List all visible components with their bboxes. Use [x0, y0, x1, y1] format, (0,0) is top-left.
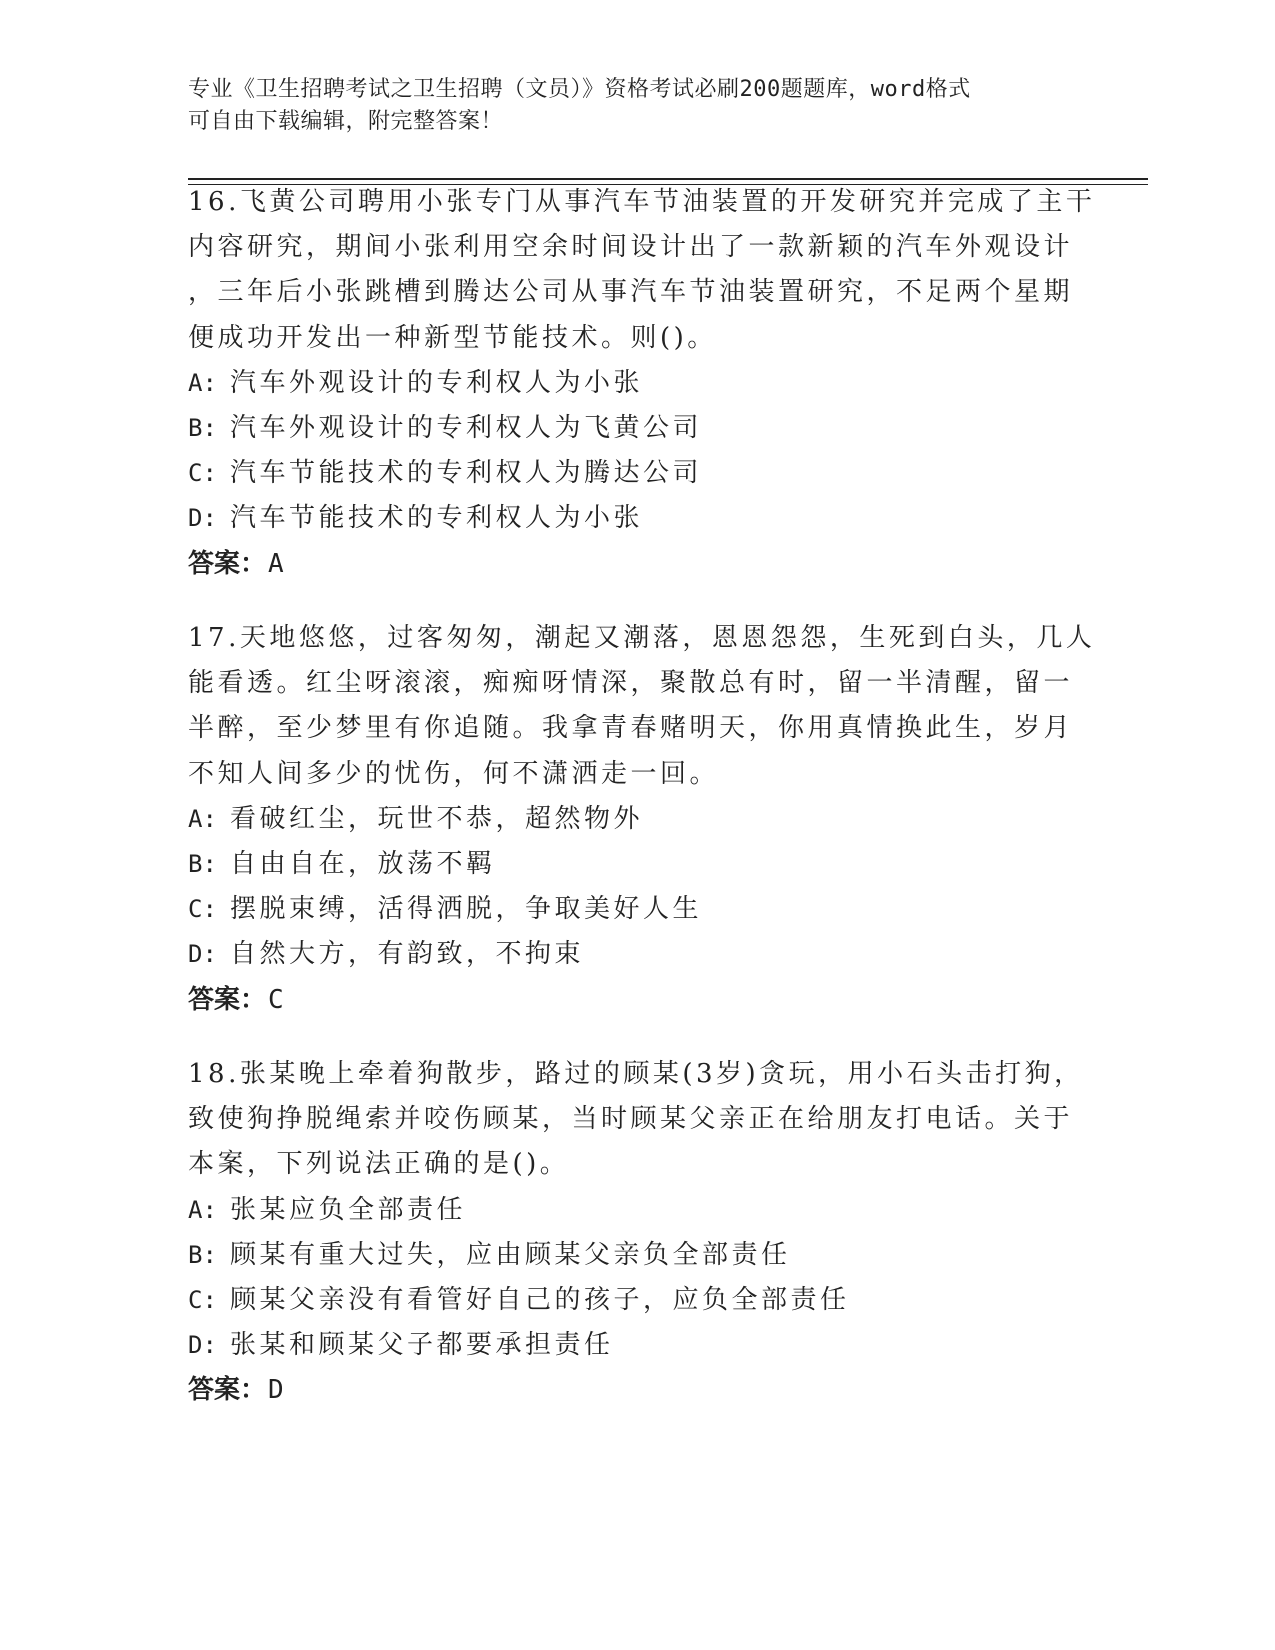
option-text: 汽车节能技术的专利权人为腾达公司	[230, 458, 703, 489]
answer-line	[188, 1368, 1088, 1413]
question-stem-line: 16.飞黄公司聘用小张专门从事汽车节油装置的开发研究并完成了主干	[188, 187, 1096, 217]
question-stem-line: 便成功开发出一种新型节能技术。则()。	[188, 322, 717, 353]
answer-label: 答案：	[188, 548, 267, 579]
option-text: 张某应负全部责任	[230, 1194, 467, 1225]
option-key: B:	[188, 1240, 217, 1269]
header-title-line-2: 可自由下载编辑，附完整答案！	[188, 109, 504, 134]
option-text: 张某和顾某父子都要承担责任	[230, 1330, 614, 1361]
option-c	[188, 1278, 1088, 1323]
option-key: D:	[188, 940, 217, 969]
option-c	[188, 887, 1088, 932]
question-stem-line: 致使狗挣脱绳索并咬伤顾某，当时顾某父亲正在给朋友打电话。关于	[188, 1104, 1074, 1135]
option-text: 顾某有重大过失，应由顾某父亲负全部责任	[230, 1239, 791, 1270]
question-stem-line: 半醉，至少梦里有你追随。我拿青春赌明天，你用真情换此生，岁月	[188, 713, 1074, 744]
option-a	[188, 361, 1088, 406]
option-text: 自由自在，放荡不羁	[230, 849, 496, 879]
option-key: C:	[188, 1285, 217, 1314]
question-17	[188, 616, 1096, 1023]
answer-value: A	[268, 548, 284, 579]
question-stem-line: ，三年后小张跳槽到腾达公司从事汽车节油装置研究，不足两个星期	[188, 277, 1074, 308]
question-18	[188, 1052, 1088, 1414]
option-a	[188, 1188, 1088, 1233]
option-key: A:	[188, 804, 217, 833]
question-stem-line: 能看透。红尘呀滚滚，痴痴呀情深，聚散总有时，留一半清醒，留一	[188, 668, 1074, 699]
option-a	[188, 797, 1088, 842]
option-d	[188, 1323, 1088, 1368]
answer-label: 答案：	[188, 1375, 267, 1406]
option-key: D:	[188, 1331, 217, 1360]
answer-value: C	[268, 984, 284, 1015]
header-title-line-1: 专业《卫生招聘考试之卫生招聘（文员）》资格考试必刷200题题库，word格式	[188, 77, 971, 102]
answer-value: D	[268, 1375, 284, 1406]
option-d	[188, 932, 1088, 977]
question-stem-line: 不知人间多少的忧伤，何不潇洒走一回。	[188, 758, 720, 789]
answer-line	[188, 542, 1088, 587]
option-text: 汽车节能技术的专利权人为小张	[230, 503, 644, 534]
document-header	[188, 74, 1068, 138]
option-c	[188, 451, 1088, 496]
option-key: B:	[188, 850, 217, 878]
option-b	[188, 406, 1088, 451]
option-key: A:	[188, 368, 217, 397]
option-text: 汽车外观设计的专利权人为飞黄公司	[230, 413, 703, 443]
question-stem-line: 本案，下列说法正确的是()。	[188, 1149, 570, 1180]
option-text: 自然大方，有韵致，不拘束	[230, 939, 585, 970]
option-key: B:	[188, 414, 217, 442]
option-key: C:	[188, 895, 217, 924]
option-key: C:	[188, 459, 217, 488]
option-key: D:	[188, 504, 217, 533]
option-b	[188, 1233, 1088, 1278]
option-b	[188, 842, 1088, 887]
question-stem-line: 内容研究，期间小张利用空余时间设计出了一款新颖的汽车外观设计	[188, 232, 1074, 263]
question-16	[188, 180, 1096, 587]
question-stem-line: 18.张某晚上牵着狗散步，路过的顾某(3岁)贪玩，用小石头击打狗，	[188, 1059, 1084, 1089]
option-text: 看破红尘，玩世不恭，超然物外	[230, 803, 644, 834]
option-d	[188, 496, 1088, 541]
option-text: 摆脱束缚，活得洒脱，争取美好人生	[230, 894, 703, 925]
question-stem-line: 17.天地悠悠，过客匆匆，潮起又潮落，恩恩怨怨，生死到白头，几人	[188, 623, 1096, 653]
answer-line	[188, 978, 1088, 1023]
option-text: 汽车外观设计的专利权人为小张	[230, 367, 644, 398]
option-key: A:	[188, 1195, 217, 1224]
option-text: 顾某父亲没有看管好自己的孩子，应负全部责任	[230, 1284, 850, 1315]
answer-label: 答案：	[188, 984, 267, 1015]
